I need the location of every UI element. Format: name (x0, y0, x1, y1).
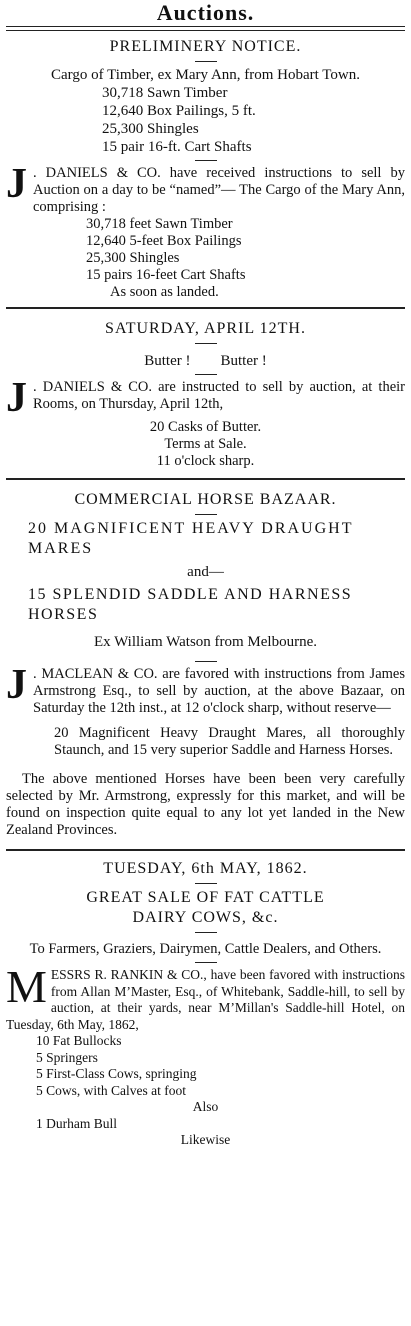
ad1-body: . DANIELS & CO. have received instructions to sell by Auction on a day to be “named”— The Cargo of the Mary Ann, comprising : (33, 165, 405, 215)
ad2-body: . DANIELS & CO. are instructed to sell by auction, at their Rooms, on Thursday, April 12th, (33, 379, 405, 412)
ad4-list-item: 5 First-Class Cows, springing (36, 1066, 197, 1081)
ad-butter-sale (6, 309, 405, 478)
ad2-butter-b: Butter ! (220, 353, 267, 369)
ad1-list-item: 30,718 Sawn Timber (102, 85, 228, 101)
ad3-body: . MACLEAN & CO. are favored with instructions from James Armstrong Esq., to sell by auction, at the above Bazaar, on Saturday the 12th inst., at 12 o'clock sharp, without reserve— (33, 666, 405, 716)
ad3-detail: 20 Magnificent Heavy Draught Mares, all thoroughly Staunch, and 15 very superior Saddle and Harness Horses. (54, 725, 405, 758)
ad4-to: To Farmers, Graziers, Dairymen, Cattle Dealers, and Others. (29, 941, 382, 957)
ad2-date: SATURDAY, APRIL 12TH. (105, 320, 306, 337)
divider-dash (195, 661, 217, 662)
ad2-dropcap: J (6, 375, 27, 421)
ad1-title: PRELIMINERY NOTICE. (109, 38, 302, 55)
ad3-and: and— (187, 564, 224, 580)
ad3-title: COMMERCIAL HORSE BAZAAR. (74, 491, 337, 508)
ad-cattle-sale (6, 851, 405, 1149)
ad-horse-bazaar (6, 480, 405, 849)
ad1-cargo-line: Cargo of Timber, ex Mary Ann, from Hobart Town. (50, 67, 361, 83)
divider-dash (195, 883, 217, 884)
ad4-title1: GREAT SALE OF FAT CATTLE (86, 889, 325, 906)
ad3-ex: Ex William Watson from Melbourne. (93, 634, 317, 650)
ad3-line2: 15 SPLENDID SADDLE AND HARNESS HORSES (28, 586, 353, 623)
divider-dash (195, 343, 217, 344)
ad4-bull: 1 Durham Bull (36, 1115, 117, 1131)
ad2-line: Terms at Sale. (164, 436, 247, 452)
ad3-note: The above mentioned Horses have been been very carefully selected by Mr. Armstrong, expressly for this market, and will be found on inspection quite equal to any lot yet landed in the New Zealand Provinces. (6, 771, 405, 838)
ad1-tail: As soon as landed. (110, 284, 219, 300)
ad1-list2-item: 25,300 Shingles (86, 250, 180, 266)
ad1-dropcap: J (6, 161, 27, 207)
ad1-list-item: 12,640 Box Pailings, 5 ft. (102, 103, 256, 119)
ad4-body: ESSRS R. RANKIN & CO., have been favored with instructions from Allan M’Master, Esq., of Whitebank, Saddle-hill, to sell by auction, at their yards, near M’Millan's Saddle-hill Hotel, on Tuesday, 6th May, 1862, (6, 967, 405, 1032)
ad1-list2-item: 30,718 feet Sawn Timber (86, 216, 233, 232)
divider-dash (195, 514, 217, 515)
divider-dash (195, 962, 217, 963)
ad4-dropcap: M (6, 961, 47, 1012)
ad1-list-item: 25,300 Shingles (102, 121, 199, 137)
divider-dash (195, 374, 217, 375)
ad1-list-item: 15 pair 16-ft. Cart Shafts (102, 139, 252, 155)
ad4-likewise: Likewise (180, 1132, 231, 1147)
ad2-line: 20 Casks of Butter. (149, 419, 262, 435)
ad2-butter-a: Butter ! (144, 353, 191, 369)
section-heading: Auctions. (156, 0, 255, 25)
ad3-line1: 20 MAGNIFICENT HEAVY DRAUGHT MARES (28, 520, 354, 557)
divider-dash (195, 160, 217, 161)
divider-dash (195, 932, 217, 933)
ad4-list-item: 5 Cows, with Calves at foot (36, 1082, 186, 1098)
ad4-list-item: 10 Fat Bullocks (36, 1033, 122, 1048)
ad1-list2-item: 12,640 5-feet Box Pailings (86, 233, 242, 249)
ad4-also: Also (192, 1099, 219, 1114)
ad1-list2-item: 15 pairs 16-feet Cart Shafts (86, 267, 246, 283)
ad-preliminary-notice (6, 31, 405, 307)
ad4-list-item: 5 Springers (36, 1049, 98, 1065)
ad4-date: TUESDAY, 6th MAY, 1862. (103, 860, 308, 877)
ad4-title2: DAIRY COWS, &c. (132, 909, 279, 926)
ad3-dropcap: J (6, 662, 27, 708)
ad2-line: 11 o'clock sharp. (156, 453, 255, 469)
divider-dash (195, 61, 217, 62)
